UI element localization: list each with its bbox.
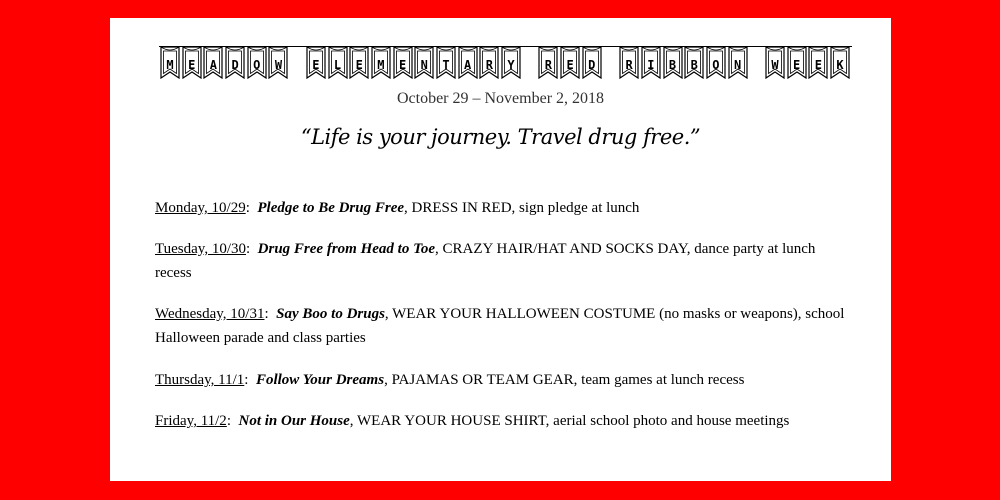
pennant-flag	[203, 46, 223, 79]
pennant-banner	[160, 46, 850, 82]
pennant-flag	[371, 46, 391, 79]
pennant-letter: D	[588, 57, 596, 72]
event-dates: October 29 – November 2, 2018	[396, 90, 605, 107]
day-entry-monday: Monday, 10/29: Pledge to Be Drug Free, DRESS IN RED, sign pledge at lunch	[155, 200, 640, 216]
pennant-letter: D	[231, 57, 239, 72]
pennant-flag	[663, 46, 683, 79]
pennant-flag	[393, 46, 413, 79]
pennant-letter: A	[464, 57, 472, 72]
pennant-letter: R	[625, 57, 633, 72]
pennant-flag	[787, 46, 807, 79]
day-theme: Follow Your Dreams	[255, 372, 385, 388]
pennant-letter: O	[712, 57, 720, 72]
day-label: Thursday, 11/1	[155, 372, 245, 388]
pennant-letter: R	[485, 57, 493, 72]
pennant-letter: K	[836, 57, 844, 72]
day-details: , WEAR YOUR HALLOWEEN COSTUME (no masks or weapons), school Halloween parade and class parties	[155, 306, 845, 346]
pennant-letter: W	[274, 57, 283, 72]
day-theme: Say Boo to Drugs	[276, 306, 385, 322]
pennant-flag	[728, 46, 748, 79]
day-entry-friday: Friday, 11/2: Not in Our House, WEAR YOUR HOUSE SHIRT, aerial school photo and house meetings	[155, 413, 790, 429]
day-label: Tuesday, 10/30	[155, 241, 246, 257]
motto: “Life is your journey. Travel drug free.”	[300, 125, 701, 149]
flyer-page	[110, 18, 891, 481]
pennant-flag	[765, 46, 785, 79]
pennant-letter: O	[253, 57, 261, 72]
day-details: , WEAR YOUR HOUSE SHIRT, aerial school photo and house meetings	[349, 413, 790, 429]
pennant-gap	[523, 46, 537, 79]
pennant-flag	[560, 46, 580, 79]
day-details: , DRESS IN RED, sign pledge at lunch	[404, 200, 640, 216]
pennant-flag	[479, 46, 499, 79]
pennant-letter: M	[377, 57, 385, 72]
pennant-gap	[749, 46, 763, 79]
pennant-letter: R	[544, 57, 552, 72]
pennant-letter: E	[566, 57, 574, 72]
pennant-flag	[306, 46, 326, 79]
pennant-flag	[414, 46, 434, 79]
pennant-flag	[619, 46, 639, 79]
pennant-gap	[603, 46, 617, 79]
pennant-flag	[349, 46, 369, 79]
pennant-flag	[830, 46, 850, 79]
pennant-letter: E	[355, 57, 363, 72]
pennant-letter: E	[312, 57, 320, 72]
pennant-letter: Y	[507, 57, 515, 72]
day-entry-thursday: Thursday, 11/1: Follow Your Dreams, PAJAMAS OR TEAM GEAR, team games at lunch recess	[155, 372, 745, 388]
pennant-flag	[247, 46, 267, 79]
pennant-letter: I	[647, 57, 655, 72]
day-entry-tuesday: Tuesday, 10/30: Drug Free from Head to Toe, CRAZY HAIR/HAT AND SOCKS DAY, dance party at lunch recess	[155, 241, 816, 281]
pennant-flag	[808, 46, 828, 79]
pennant-flag	[268, 46, 288, 79]
pennant-flag	[182, 46, 202, 79]
pennant-letter: E	[793, 57, 801, 72]
day-label: Friday, 11/2	[155, 413, 227, 429]
pennant-flag	[706, 46, 726, 79]
pennant-letter: W	[771, 57, 779, 72]
pennant-letter: B	[668, 57, 677, 72]
day-entry-wednesday: Wednesday, 10/31: Say Boo to Drugs, WEAR YOUR HALLOWEEN COSTUME (no masks or weapons), school Halloween parade and class parties	[155, 306, 845, 346]
pennant-letter: T	[442, 57, 450, 72]
pennant-flag	[538, 46, 558, 79]
pennant-flag	[582, 46, 602, 79]
day-label: Wednesday, 10/31	[155, 306, 265, 322]
pennant-flag	[436, 46, 456, 79]
pennant-letter: L	[333, 57, 342, 72]
pennant-flag	[225, 46, 245, 79]
pennant-letter: E	[814, 57, 822, 72]
day-theme: Pledge to Be Drug Free	[257, 200, 405, 216]
pennant-flag	[160, 46, 180, 79]
day-details: , PAJAMAS OR TEAM GEAR, team games at lunch recess	[384, 372, 745, 388]
pennant-letter: A	[209, 57, 217, 72]
pennant-flag	[501, 46, 521, 79]
pennant-flag	[458, 46, 478, 79]
day-theme: Drug Free from Head to Toe	[257, 241, 436, 257]
pennant-letter: N	[733, 57, 742, 72]
pennant-letter: N	[420, 57, 428, 72]
pennant-letter: B	[690, 57, 698, 72]
day-theme: Not in Our House	[238, 413, 350, 429]
day-details: , CRAZY HAIR/HAT AND SOCKS DAY, dance party at lunch recess	[155, 241, 816, 281]
pennant-flag	[684, 46, 704, 79]
day-label: Monday, 10/29	[155, 200, 246, 216]
pennant-letter: E	[188, 57, 196, 72]
pennant-letter: M	[166, 57, 174, 72]
pennant-letter: E	[398, 57, 407, 72]
pennant-flag	[328, 46, 348, 79]
pennant-flag	[641, 46, 661, 79]
pennant-gap	[290, 46, 304, 79]
